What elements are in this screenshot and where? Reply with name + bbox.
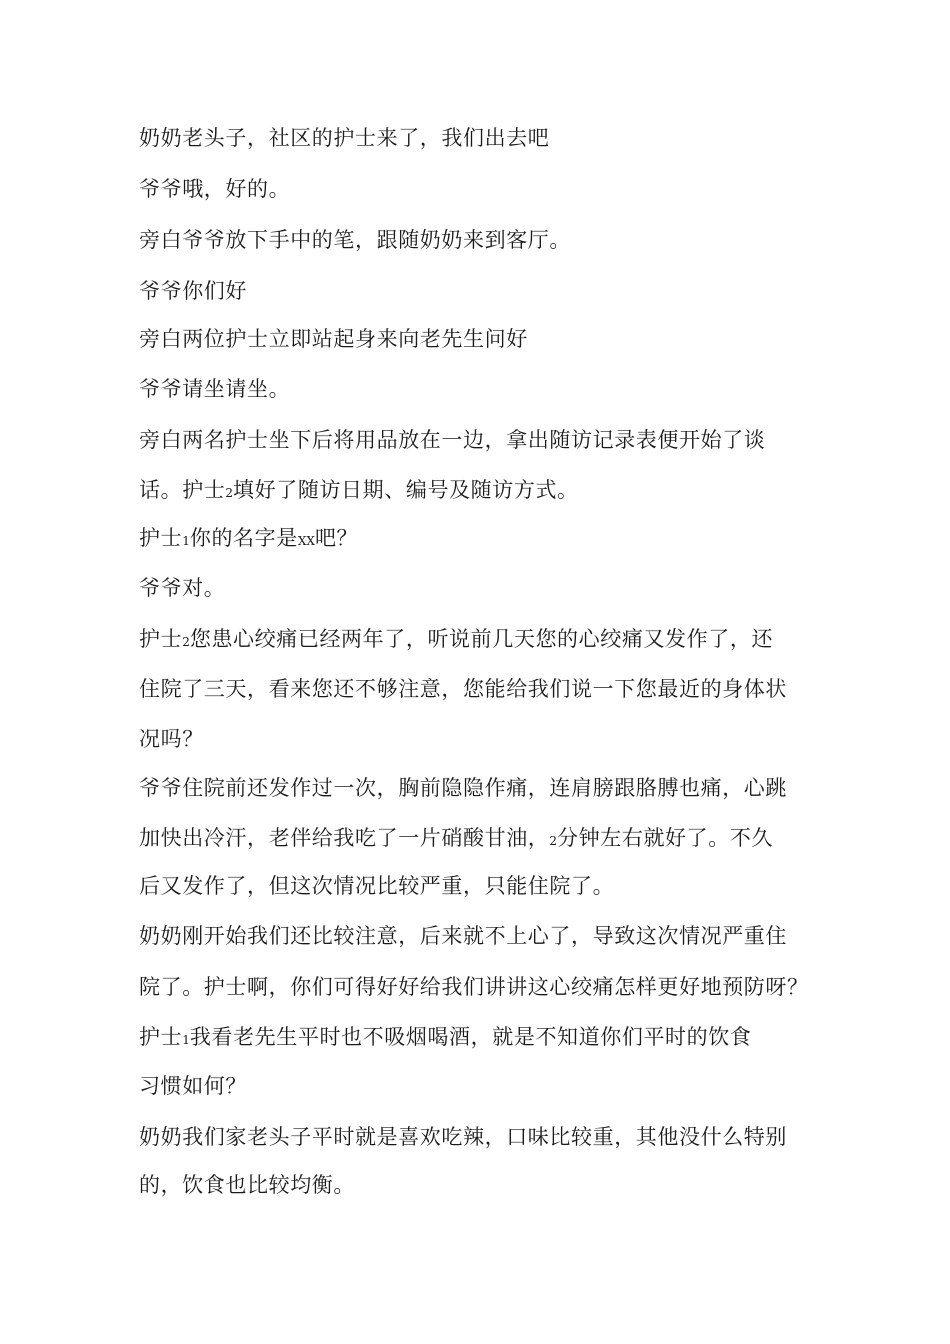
text-line: [139, 376, 290, 402]
text-line: [139, 775, 787, 801]
text-run: 爷爷哦，好的。: [139, 177, 291, 201]
inline-small-text: 2: [225, 486, 234, 500]
text-line: [139, 125, 549, 151]
text-line: [139, 626, 773, 655]
text-run: 加快出冷汗，老伴给我吃了一片硝酸甘油，: [139, 826, 550, 850]
text-line: [139, 873, 614, 899]
text-run: 住院了三天，看来您还不够注意，您能给我们说一下您最近的身体状: [139, 677, 787, 701]
text-run: 院了。护士啊，你们可得好好给我们讲讲这心绞痛怎样更好地预防呀？: [139, 975, 809, 999]
text-line: [139, 326, 528, 352]
text-run: 话。护士: [139, 478, 226, 502]
text-line: [139, 575, 225, 601]
text-line: [139, 278, 247, 304]
text-run: 习惯如何？: [139, 1074, 247, 1098]
text-line: [139, 726, 204, 752]
text-run: 我看老先生平时也不吸烟喝酒，就是不知道你们平时的饮食: [189, 1025, 752, 1049]
inline-small-text: 1: [182, 534, 190, 548]
text-run: 护士: [139, 627, 183, 651]
inline-small-text: 2: [549, 834, 558, 848]
text-run: 爷爷对。: [139, 576, 226, 600]
text-run: 奶奶刚开始我们还比较注意，后来就不上心了，导致这次情况严重住: [139, 924, 787, 948]
text-run: 的，饮食也比较均衡。: [139, 1173, 355, 1197]
text-run: 吧？: [314, 526, 359, 550]
text-run: 护士: [139, 1025, 183, 1049]
inline-small-text: 1: [182, 1033, 190, 1047]
text-run: 旁白爷爷放下手中的笔，跟随奶奶来到客厅。: [139, 228, 571, 252]
text-run: 填好了随访日期、编号及随访方式。: [233, 478, 579, 502]
text-line: [139, 923, 787, 949]
text-run: 况吗？: [139, 727, 204, 751]
text-run: 后又发作了，但这次情况比较严重，只能住院了。: [139, 874, 615, 898]
text-line: [139, 1124, 787, 1150]
text-line: [139, 227, 571, 253]
text-run: 爷爷请坐请坐。: [139, 377, 291, 401]
text-line: [139, 1024, 751, 1053]
text-run: 分钟左右就好了。不久: [557, 826, 774, 850]
text-run: 旁白两名护士坐下后将用品放在一边，拿出随访记录表便开始了谈: [139, 428, 766, 452]
inline-small-text: XX: [297, 534, 315, 548]
text-run: 奶奶我们家老头子平时就是喜欢吃辣，口味比较重，其他没什么特别: [139, 1125, 787, 1149]
text-line: [139, 974, 809, 1000]
text-run: 你的名字是: [189, 526, 298, 550]
text-run: 爷爷住院前还发作过一次，胸前隐隐作痛，连肩膀跟胳膊也痛，心跳: [139, 776, 787, 800]
text-line: [139, 477, 579, 506]
text-run: 您患心绞痛已经两年了，听说前几天您的心绞痛又发作了，还: [189, 627, 774, 651]
text-line: [139, 176, 290, 202]
text-line: [139, 427, 765, 453]
text-line: [139, 1073, 247, 1099]
text-line: [139, 825, 773, 854]
text-line: [139, 1172, 355, 1198]
text-run: 护士: [139, 526, 183, 550]
inline-small-text: 2: [182, 635, 190, 649]
text-run: 爷爷你们好: [139, 279, 247, 303]
text-line: [139, 525, 358, 554]
text-line: [139, 676, 787, 702]
text-run: 奶奶老头子，社区的护士来了，我们出去吧: [139, 126, 550, 150]
text-run: 旁白两位护士立即站起身来向老先生问好: [139, 327, 528, 351]
